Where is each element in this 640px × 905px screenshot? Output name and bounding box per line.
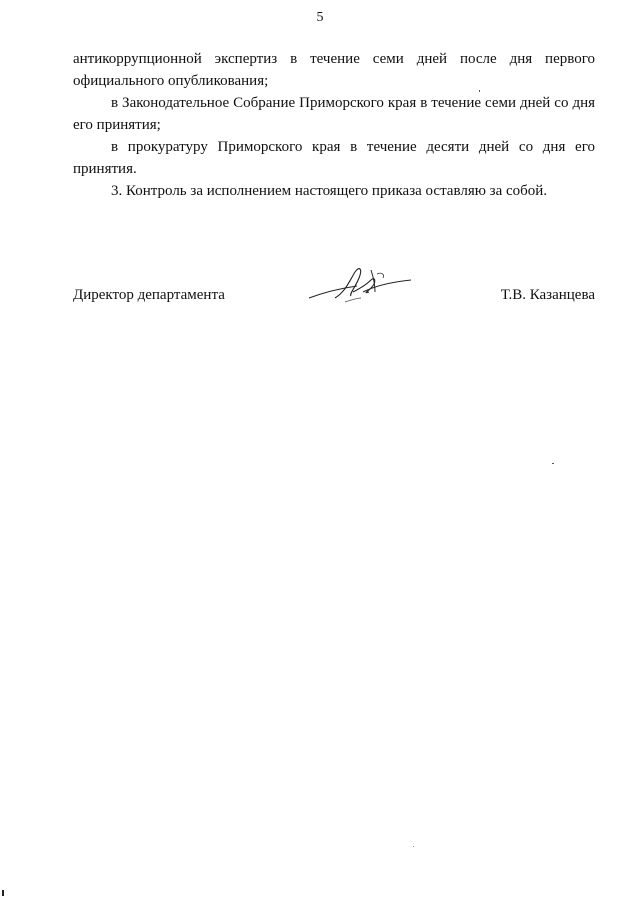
paragraph-prosecutor: в прокуратуру Приморского края в течение десяти дней со дня его принятия. <box>73 139 595 177</box>
paragraph-control: 3. Контроль за исполнением настоящего приказа оставляю за собой. <box>111 183 548 199</box>
paragraph-expertise: антикоррупционной экспертиз в течение семи дней после дня первого официального опубликования; <box>73 51 595 89</box>
document-body <box>73 48 595 202</box>
scan-speck <box>552 463 554 464</box>
scan-speck <box>479 90 480 92</box>
signatory-name: Т.В. Казанцева <box>500 287 595 303</box>
scan-speck <box>413 846 414 847</box>
page-number: 5 <box>316 10 324 25</box>
scan-speck <box>2 890 4 896</box>
signature-block <box>73 284 595 308</box>
signatory-position: Директор департамента <box>73 287 225 303</box>
paragraph-legislative-assembly: в Законодательное Собрание Приморского края в течение семи дней со дня его принятия; <box>73 95 595 133</box>
